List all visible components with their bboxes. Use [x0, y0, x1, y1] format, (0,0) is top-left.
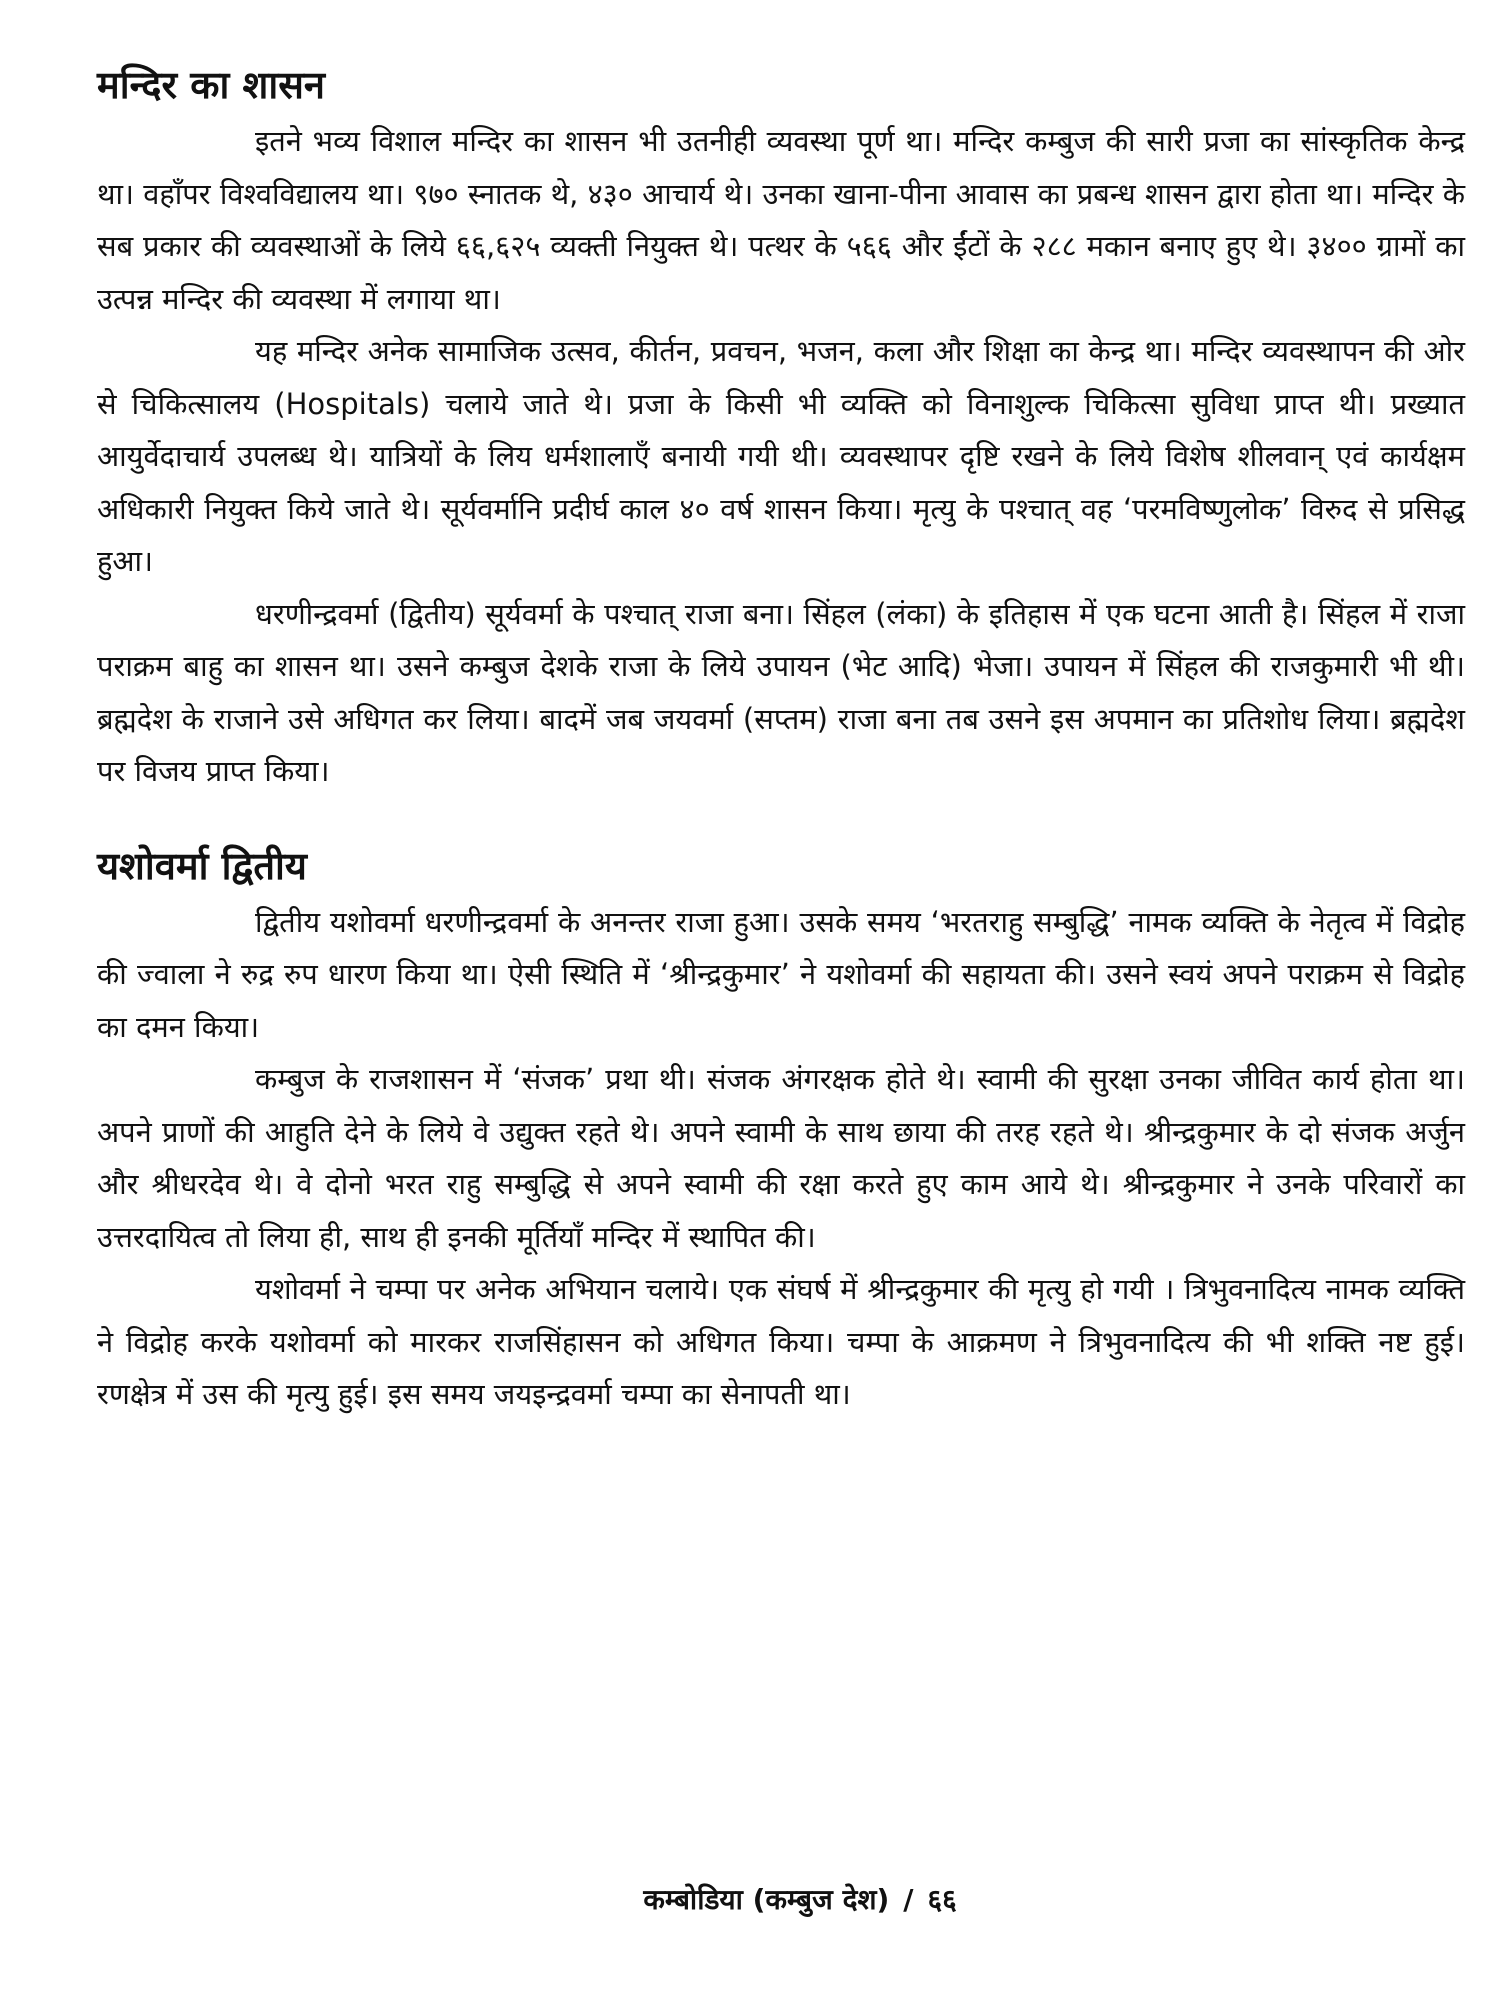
section-heading-temple-administration: मन्दिर का शासन: [97, 63, 325, 107]
paragraph: इतने भव्य विशाल मन्दिर का शासन भी उतनीही व्यवस्था पूर्ण था। मन्दिर कम्बुज की सारी प्रजा का सांस्कृतिक केन्द्र था। वहाँपर विश्वविद्यालय था। ९७० स्नातक थे, ४३० आचार्य थे। उनका खाना-पीना आवास का प्रबन्ध शासन द्वारा होता था। मन्दिर के सब प्रकार की व्यवस्थाओं के लिये ६६,६२५ व्यक्ती नियुक्त थे। पत्थर के ५६६ और ईंटों के २८८ मकान बनाए हुए थे। ३४०० ग्रामों का उत्पन्न मन्दिर की व्यवस्था में लगाया था।: [97, 124, 1465, 316]
footer-book-title: कम्बोडिया (कम्बुज देश): [643, 1883, 890, 1916]
page-number: ६६: [927, 1883, 957, 1916]
paragraph: यह मन्दिर अनेक सामाजिक उत्सव, कीर्तन, प्रवचन, भजन, कला और शिक्षा का केन्द्र था। मन्दिर व्यवस्थापन की ओर से चिकित्सालय (Hospitals) चलाये जाते थे। प्रजा के किसी भी व्यक्ति को विनाशुल्क चिकित्सा सुविधा प्राप्त थी। प्रख्यात आयुर्वेदाचार्य उपलब्ध थे। यात्रियों के लिय धर्मशालाएँ बनायी गयी थी। व्यवस्थापर दृष्टि रखने के लिये विशेष शीलवान् एवं कार्यक्षम अधिकारी नियुक्त किये जाते थे। सूर्यवर्मानि प्रदीर्घ काल ४० वर्ष शासन किया। मृत्यु के पश्चात् वह ‘परमविष्णुलोक’ विरुद से प्रसिद्ध हुआ।: [97, 334, 1465, 578]
footer-separator: /: [903, 1883, 914, 1916]
section-spacer: [97, 798, 1465, 836]
paragraph: धरणीन्द्रवर्मा (द्वितीय) सूर्यवर्मा के पश्चात् राजा बना। सिंहल (लंका) के इतिहास में एक घटना आती है। सिंहल में राजा पराक्रम बाहु का शासन था। उसने कम्बुज देशके राजा के लिये उपायन (भेट आदि) भेजा। उपायन में सिंहल की राजकुमारी भी थी। ब्रह्मदेश के राजाने उसे अधिगत कर लिया। बादमें जब जयवर्मा (सप्तम) राजा बना तब उसने इस अपमान का प्रतिशोध लिया। ब्रह्मदेश पर विजय प्राप्त किया।: [97, 596, 1465, 788]
section-heading-yashovarma-ii: यशोवर्मा द्वितीय: [97, 843, 307, 888]
paragraph: यशोवर्मा ने चम्पा पर अनेक अभियान चलाये। एक संघर्ष में श्रीन्द्रकुमार की मृत्यु हो गयी । त्रिभुवनादित्य नामक व्यक्ति ने विद्रोह करके यशोवर्मा को मारकर राजसिंहासन को अधिगत किया। चम्पा के आक्रमण ने त्रिभुवनादित्य की भी शक्ति नष्ट हुई। रणक्षेत्र में उस की मृत्यु हुई। इस समय जयइन्द्रवर्मा चम्पा का सेनापती था।: [97, 1272, 1465, 1411]
paragraph: कम्बुज के राजशासन में ‘संजक’ प्रथा थी। संजक अंगरक्षक होते थे। स्वामी की सुरक्षा उनका जीवित कार्य होता था। अपने प्राणों की आहुति देने के लिये वे उद्युक्त रहते थे। अपने स्वामी के साथ छाया की तरह रहते थे। श्रीन्द्रकुमार के दो संजक अर्जुन और श्रीधरदेव थे। वे दोनो भरत राहु सम्बुद्धि से अपने स्वामी की रक्षा करते हुए काम आये थे। श्रीन्द्रकुमार ने उनके परिवारों का उत्तरदायित्व तो लिया ही, साथ ही इनकी मूर्तियाँ मन्दिर में स्थापित की।: [97, 1062, 1465, 1254]
page-body: [97, 55, 1465, 1421]
paragraph: द्वितीय यशोवर्मा धरणीन्द्रवर्मा के अनन्तर राजा हुआ। उसके समय ‘भरतराहु सम्बुद्धि’ नामक व्यक्ति के नेतृत्व में विद्रोह की ज्वाला ने रुद्र रुप धारण किया था। ऐसी स्थिति में ‘श्रीन्द्रकुमार’ ने यशोवर्मा की सहायता की। उसने स्वयं अपने पराक्रम से विद्रोह का दमन किया।: [97, 904, 1465, 1044]
page-footer: [0, 1880, 1500, 1920]
